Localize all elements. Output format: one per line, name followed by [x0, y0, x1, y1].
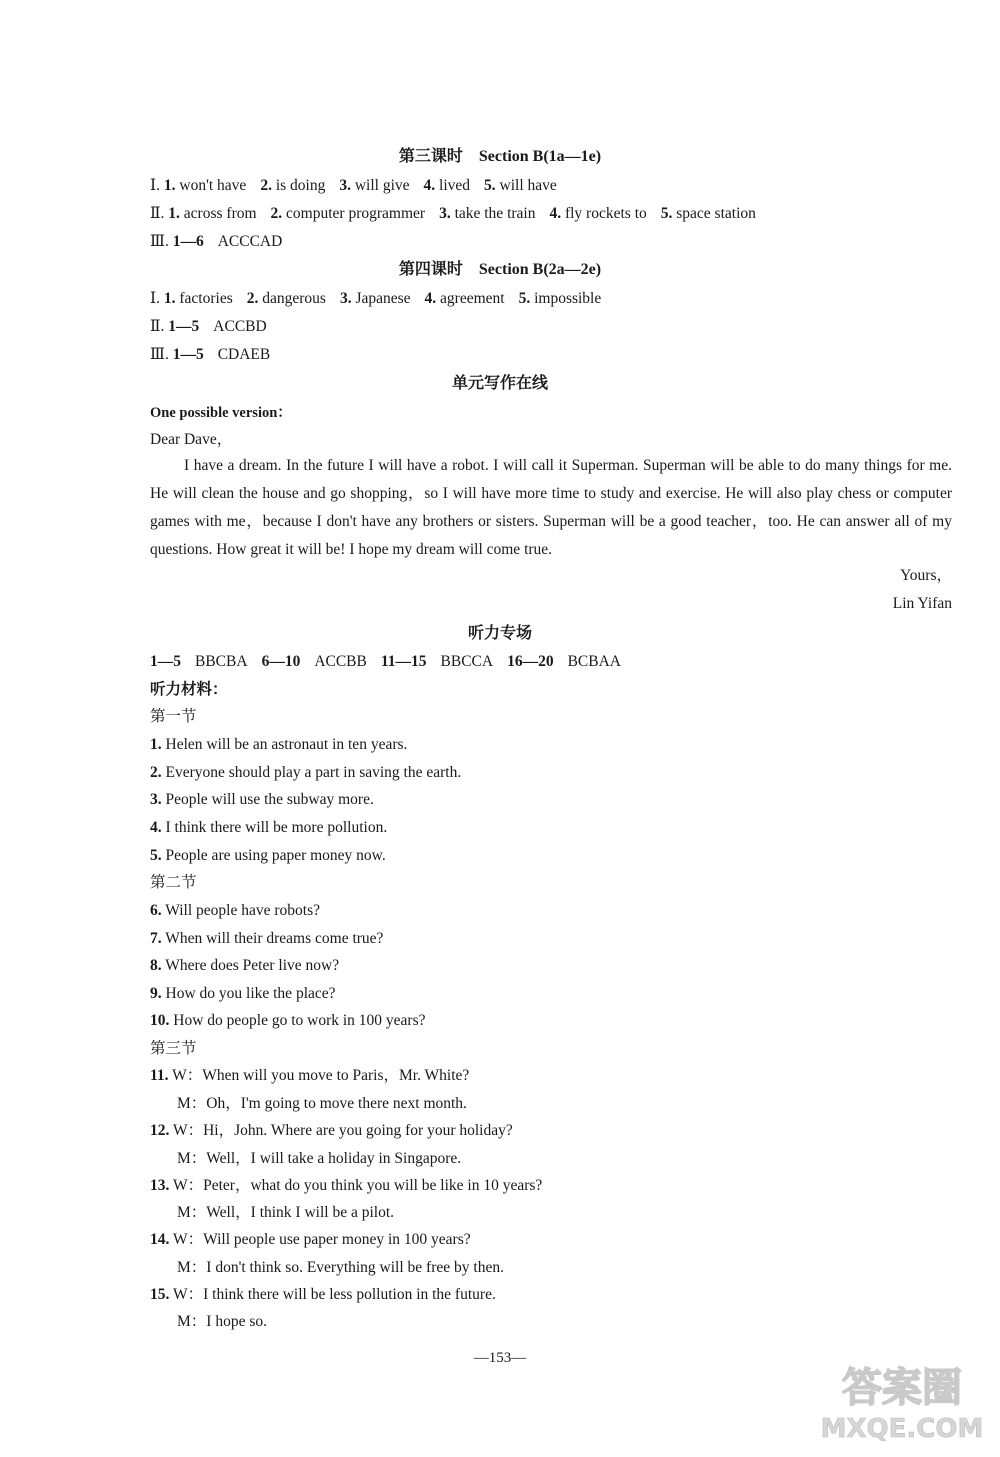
dialogue-11-m: M：Oh，I'm going to move there next month. — [177, 1095, 467, 1112]
writing-heading: 单元写作在线 — [451, 375, 548, 392]
dialogue-13-m: M：Well，I think I will be a pilot. — [177, 1204, 395, 1221]
dialogue-11-w: 11. W：When will you move to Paris，Mr. White? — [150, 1067, 470, 1084]
answer-row-s4-3: Ⅲ. 1—5 CDAEB — [150, 346, 271, 363]
section-heading-s4: 第四课时 Section B(2a—2e) — [398, 261, 602, 278]
answer-row-s3-1: Ⅰ. 1. won't have 2. is doing 3. will give 4. lived 5. will have — [150, 177, 557, 194]
listening-item-5: 5. People are using paper money now. — [150, 847, 386, 864]
listening-item-9: 9. How do you like the place? — [150, 985, 336, 1002]
material-label: 听力材料： — [150, 681, 228, 698]
dialogue-13-w: 13. W：Peter，what do you think you will be like in 10 years? — [150, 1177, 543, 1194]
letter-closing: Yours， — [900, 567, 952, 584]
letter-signature: Lin Yifan — [892, 595, 952, 612]
section-label-2: 第二节 — [150, 874, 197, 891]
answer-row-s3-2: Ⅱ. 1. across from 2. computer programmer 3. take the train 4. fly rockets to 5. space station — [150, 205, 756, 222]
svg-text:答案圈: 答案圈 — [842, 1365, 962, 1411]
listening-item-4: 4. I think there will be more pollution. — [150, 819, 388, 836]
listening-item-6: 6. Will people have robots? — [150, 902, 320, 919]
page-number: —153— — [473, 1350, 527, 1366]
listening-item-3: 3. People will use the subway more. — [150, 791, 374, 808]
answer-row-s4-2: Ⅱ. 1—5 ACCBD — [150, 318, 267, 335]
watermark-logo — [812, 1349, 992, 1449]
section-label-1: 第一节 — [150, 708, 197, 725]
dialogue-14-m: M：I don't think so. Everything will be free by then. — [177, 1259, 504, 1276]
answer-row-s3-3: Ⅲ. 1—6 ACCCAD — [150, 233, 283, 250]
listening-answers: 1—5 BBCBA 6—10 ACCBB 11—15 BBCCA 16—20 BCBAA — [150, 653, 621, 670]
listening-item-2: 2. Everyone should play a part in saving the earth. — [150, 764, 462, 781]
row-label: Ⅰ. — [150, 177, 164, 194]
dialogue-12-m: M：Well，I will take a holiday in Singapore. — [177, 1150, 462, 1167]
svg-text:MXQE.COM: MXQE.COM — [820, 1414, 984, 1444]
listening-item-8: 8. Where does Peter live now? — [150, 957, 340, 974]
listening-item-10: 10. How do people go to work in 100 years? — [150, 1012, 426, 1029]
listening-item-7: 7. When will their dreams come true? — [150, 930, 384, 947]
version-label: One possible version： — [150, 405, 292, 421]
letter-greeting: Dear Dave， — [150, 431, 233, 448]
section-label-3: 第三节 — [150, 1040, 197, 1057]
answer-row-s4-1: Ⅰ. 1. factories 2. dangerous 3. Japanese 4. agreement 5. impossible — [150, 290, 602, 307]
listening-heading: 听力专场 — [467, 625, 532, 642]
letter-body: I have a dream. In the future I will have a robot. I will call it Superman. Superman will be able to do many things for me. He will clean the house and go shopping，so I will have more time to study and exercise. He will also play chess or computer games with me，because I don't have any brothers or sisters. Superman will be a good teacher，too. He can answer all of my questions. How great it will be! I hope my dream will come true. — [150, 457, 952, 558]
dialogue-15-m: M：I hope so. — [177, 1313, 267, 1330]
listening-item-1: 1. Helen will be an astronaut in ten years. — [150, 736, 408, 753]
dialogue-15-w: 15. W：I think there will be less pollution in the future. — [150, 1286, 496, 1303]
section-heading-s3: 第三课时 Section B(1a—1e) — [398, 148, 602, 165]
dialogue-14-w: 14. W：Will people use paper money in 100 years? — [150, 1231, 471, 1248]
dialogue-12-w: 12. W：Hi，John. Where are you going for your holiday? — [150, 1122, 513, 1139]
